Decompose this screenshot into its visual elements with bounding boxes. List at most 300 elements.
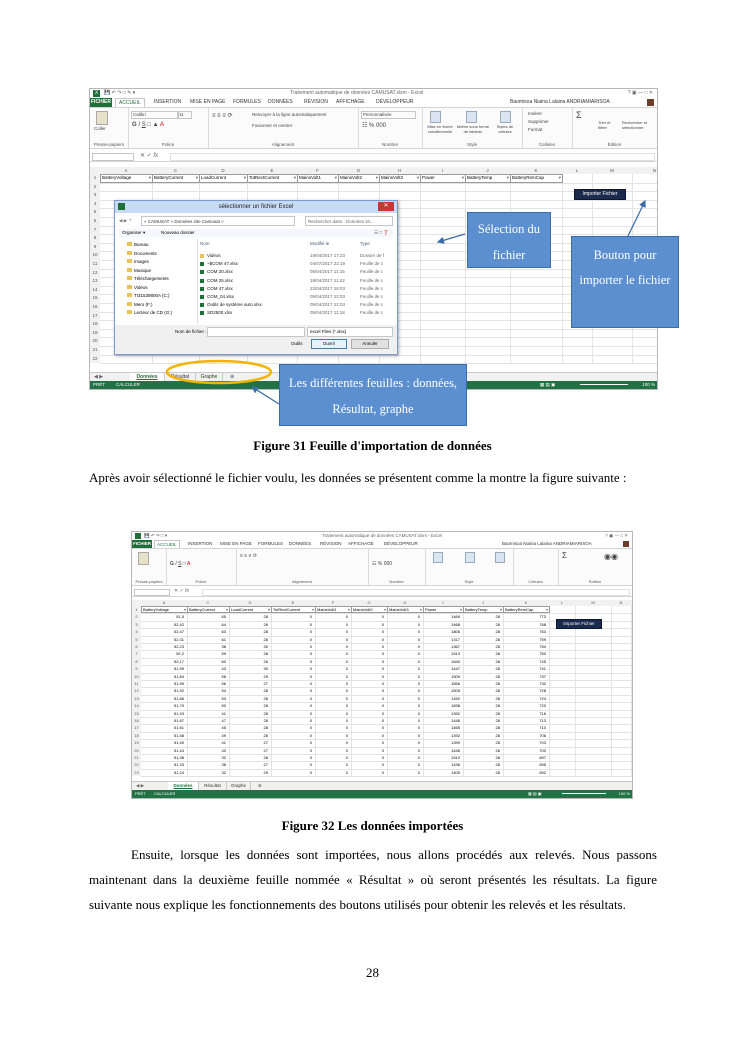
table-cell[interactable]: 51,86 [173, 695, 184, 701]
table-cell[interactable]: 0 [381, 658, 384, 664]
col-type[interactable]: Type [360, 241, 370, 246]
table-cell[interactable]: 0 [345, 747, 348, 753]
table-cell[interactable]: 51,24 [173, 769, 184, 775]
column-header-C[interactable]: C [173, 168, 178, 173]
column-header-G[interactable]: G [367, 600, 371, 605]
row-header[interactable]: 2 [93, 183, 97, 189]
table-cell[interactable]: 1505 [451, 688, 460, 694]
table-cell[interactable]: 0 [345, 629, 348, 635]
table-cell[interactable]: 52,17 [173, 658, 184, 664]
column-header-I[interactable]: I [442, 600, 444, 605]
table-cell[interactable]: 28 [495, 681, 500, 686]
table-cell[interactable]: 28 [263, 718, 268, 723]
header-cell[interactable]: LoadCurrent ▾ [229, 606, 272, 613]
tab-resultat[interactable]: Résultat [199, 782, 227, 790]
table-cell[interactable]: 700 [539, 747, 546, 753]
row-header[interactable]: 3 [93, 192, 97, 198]
header-cell[interactable]: BatteryCurrent ▾ [152, 174, 200, 183]
header-cell[interactable]: BatteryVoltage ▾ [100, 174, 153, 183]
menu-mise-en-page[interactable]: MISE EN PAGE [220, 541, 252, 546]
table-cell[interactable]: 51,99 [173, 666, 184, 672]
merge-center-button[interactable]: Fusionner et centrer [252, 123, 293, 128]
tab-resultat[interactable]: Résultat [165, 373, 196, 382]
table-cell[interactable]: 0 [309, 681, 312, 686]
table-cell[interactable]: 28 [495, 762, 500, 768]
table-cell[interactable]: 0 [309, 629, 312, 635]
align-icons[interactable]: ≡ ≡ ≡ ⟳ [212, 113, 233, 119]
table-cell[interactable]: 28 [263, 651, 268, 657]
tab-scroll-icons[interactable]: ◀ ▶ [136, 783, 145, 788]
row-header[interactable]: 6 [135, 644, 138, 649]
table-cell[interactable]: 0 [345, 658, 348, 664]
table-cell[interactable]: 0 [345, 725, 348, 731]
column-header-H[interactable]: H [397, 168, 402, 173]
table-cell[interactable]: 56 [221, 681, 226, 686]
table-cell[interactable]: 0 [381, 718, 384, 723]
table-cell[interactable]: 1469 [451, 614, 460, 620]
formula-input[interactable] [202, 589, 630, 596]
table-cell[interactable]: 0 [345, 755, 348, 760]
row-header[interactable]: 14 [134, 703, 139, 709]
table-format-icon[interactable] [465, 552, 475, 563]
table-cell[interactable]: 51,87 [173, 718, 184, 723]
table-cell[interactable]: 28 [263, 688, 268, 694]
row-header[interactable]: 9 [93, 243, 97, 249]
table-cell[interactable]: 28 [495, 658, 500, 664]
tab-scroll-icons[interactable]: ◀ ▶ [94, 374, 104, 380]
table-cell[interactable]: 0 [417, 718, 420, 723]
column-header-D[interactable]: D [221, 168, 225, 173]
table-cell[interactable]: 0 [309, 710, 312, 716]
table-cell[interactable]: 51,79 [173, 703, 184, 709]
window-controls[interactable]: ? ▣ — □ ✕ [627, 90, 653, 96]
row-header[interactable]: 19 [92, 329, 98, 335]
row-header[interactable]: 10 [92, 252, 98, 258]
table-cell[interactable]: 32 [221, 755, 226, 760]
table-cell[interactable]: 28 [495, 651, 500, 657]
table-cell[interactable]: 0 [417, 747, 420, 753]
table-cell[interactable]: 0 [417, 666, 420, 672]
table-cell[interactable]: 28 [495, 673, 500, 679]
status-calculate[interactable]: CALCULER [116, 382, 141, 387]
column-header-C[interactable]: C [206, 600, 210, 605]
table-cell[interactable]: 41 [221, 740, 226, 746]
row-header[interactable]: 23 [134, 769, 139, 775]
menu-accueil[interactable]: ACCUEIL [154, 540, 180, 549]
table-cell[interactable]: 0 [417, 673, 420, 679]
row-header[interactable]: 10 [134, 673, 139, 679]
close-icon[interactable]: ✕ [378, 202, 394, 211]
view-icons[interactable]: ▦ ▤ ▣ [540, 382, 556, 387]
menu-donnees[interactable]: DONNÉES [289, 541, 312, 546]
sum-icon[interactable]: Σ [562, 551, 567, 560]
row-header[interactable]: 3 [135, 621, 138, 627]
column-header-J[interactable]: J [486, 168, 489, 173]
header-cell[interactable]: TotRectCurrent ▾ [247, 174, 298, 183]
table-cell[interactable]: 0 [381, 747, 384, 753]
window-controls[interactable]: ? ▣ — □ ✕ [605, 533, 628, 538]
table-cell[interactable]: 0 [345, 688, 348, 694]
row-header[interactable]: 2 [135, 614, 138, 620]
row-header[interactable]: 11 [92, 261, 98, 266]
table-cell[interactable]: 30 [263, 644, 268, 649]
tab-graphe[interactable]: Graphe [196, 373, 223, 382]
table-cell[interactable]: 51,84 [173, 673, 184, 679]
table-cell[interactable]: 51,49 [173, 740, 184, 746]
column-header-F[interactable]: F [316, 168, 319, 173]
row-header[interactable]: 22 [92, 355, 98, 361]
menu-insertion[interactable]: INSERTION [154, 99, 182, 105]
column-header-A[interactable]: A [124, 168, 128, 173]
row-header[interactable]: 7 [93, 226, 97, 232]
search-field[interactable]: Rechercher dans : Données sit... [305, 216, 393, 226]
table-cell[interactable]: 0 [417, 755, 420, 760]
table-cell[interactable]: 51,44 [173, 747, 184, 753]
table-cell[interactable]: 52,31 [173, 636, 184, 642]
row-header[interactable]: 21 [92, 347, 98, 352]
table-cell[interactable]: 28 [263, 732, 268, 738]
table-cell[interactable]: 52,42 [173, 621, 184, 627]
table-cell[interactable]: 0 [417, 740, 420, 746]
table-cell[interactable]: 28 [263, 614, 268, 620]
tools-button[interactable]: Outils [291, 341, 303, 346]
table-cell[interactable]: 28 [495, 755, 500, 760]
row-header[interactable]: 18 [92, 321, 98, 327]
table-cell[interactable]: 0 [381, 681, 384, 686]
table-cell[interactable]: 43 [221, 666, 226, 672]
menu-revision[interactable]: RÉVISION [320, 541, 342, 546]
table-cell[interactable]: 0 [381, 629, 384, 635]
table-cell[interactable]: 763 [539, 629, 546, 635]
table-cell[interactable]: 1405 [451, 769, 460, 775]
header-cell[interactable]: MainsVolt1 ▾ [297, 174, 339, 183]
table-cell[interactable]: 0 [309, 725, 312, 731]
row-header[interactable]: 5 [93, 209, 97, 215]
table-cell[interactable]: 28 [495, 718, 500, 723]
menu-fichier[interactable]: FICHIER [133, 541, 151, 546]
font-style-icons[interactable]: G I S □ A [170, 561, 191, 567]
table-cell[interactable]: 28 [263, 755, 268, 760]
table-cell[interactable]: 773 [539, 614, 546, 620]
cell-styles-icon[interactable] [495, 552, 505, 563]
table-cell[interactable]: 0 [345, 666, 348, 672]
status-calculate[interactable]: CALCULER [154, 791, 176, 796]
row-header[interactable]: 21 [134, 755, 139, 760]
table-cell[interactable]: 28 [495, 666, 500, 672]
table-cell[interactable]: 0 [417, 769, 420, 775]
menu-revision[interactable]: RÉVISION [304, 99, 328, 105]
cell-styles-label[interactable]: Styles de cellules [496, 124, 514, 134]
insert-button[interactable]: Insérer [528, 111, 543, 116]
table-cell[interactable]: 0 [345, 769, 348, 775]
table-cell[interactable]: 1392 [451, 732, 460, 738]
row-header[interactable]: 17 [92, 312, 98, 318]
import-file-button[interactable]: Importer Fichier [574, 189, 626, 200]
organize-button[interactable]: Organiser ▾ [122, 230, 146, 235]
table-cell[interactable]: 28 [263, 710, 268, 716]
table-cell[interactable]: 1509 [451, 673, 460, 679]
header-cell[interactable]: BatteryRemCap ▾ [510, 174, 563, 183]
view-icons[interactable]: ▦ ▤ ▣ [528, 791, 542, 796]
row-header[interactable]: 4 [135, 629, 138, 635]
table-cell[interactable]: 0 [381, 703, 384, 709]
add-sheet-icon[interactable]: ⊕ [258, 783, 262, 788]
table-cell[interactable]: 0 [417, 636, 420, 642]
table-cell[interactable]: 28 [495, 747, 500, 753]
table-cell[interactable]: 1446 [451, 718, 460, 723]
row-header[interactable]: 5 [135, 636, 138, 642]
row-header[interactable]: 22 [134, 762, 139, 768]
new-folder-button[interactable]: Nouveau dossier [161, 230, 195, 235]
table-cell[interactable]: 0 [417, 703, 420, 709]
col-date[interactable]: Modifié le [310, 241, 330, 246]
table-cell[interactable]: 38 [221, 644, 226, 649]
table-cell[interactable]: 51,92 [173, 688, 184, 694]
table-cell[interactable]: 0 [345, 614, 348, 620]
row-header[interactable]: 8 [93, 235, 97, 241]
name-box[interactable] [134, 589, 170, 596]
table-cell[interactable]: 51,33 [173, 762, 184, 768]
table-cell[interactable]: 0 [309, 651, 312, 657]
tab-donnees[interactable]: Données [168, 782, 199, 790]
table-cell[interactable]: 45 [221, 725, 226, 731]
table-cell[interactable]: 0 [381, 762, 384, 768]
table-cell[interactable]: 41 [221, 710, 226, 716]
row-header[interactable]: 7 [135, 651, 138, 657]
row-header[interactable]: 12 [134, 688, 139, 694]
row-header[interactable]: 13 [134, 695, 139, 701]
header-cell[interactable]: BatteryTemp ▾ [463, 606, 504, 613]
add-sheet-icon[interactable]: ⊕ [230, 374, 235, 380]
table-cell[interactable]: 1436 [451, 762, 460, 768]
table-cell[interactable]: 51,61 [173, 725, 184, 731]
table-cell[interactable]: 0 [309, 695, 312, 701]
table-cell[interactable]: 0 [417, 651, 420, 657]
row-header[interactable]: 6 [93, 218, 97, 223]
table-cell[interactable]: 0 [345, 673, 348, 679]
table-cell[interactable]: 52,47 [173, 629, 184, 635]
table-cell[interactable]: 720 [539, 703, 546, 709]
delete-button[interactable]: Supprimer [528, 119, 549, 124]
table-cell[interactable]: 750 [539, 651, 546, 657]
column-header-K[interactable]: K [524, 600, 528, 605]
table-cell[interactable]: 0 [345, 695, 348, 701]
table-cell[interactable]: 0 [345, 710, 348, 716]
table-cell[interactable]: 0 [309, 688, 312, 694]
table-cell[interactable]: 713 [539, 718, 546, 723]
header-cell[interactable]: MainsVolt1 ▾ [315, 606, 352, 613]
column-header-F[interactable]: F [331, 600, 335, 605]
table-cell[interactable]: 0 [345, 762, 348, 768]
table-cell[interactable]: 0 [309, 644, 312, 649]
table-cell[interactable]: 0 [381, 666, 384, 672]
table-cell[interactable]: 0 [309, 658, 312, 664]
table-cell[interactable]: 29 [263, 673, 268, 679]
table-cell[interactable]: 0 [309, 666, 312, 672]
column-header-L[interactable]: L [560, 600, 564, 605]
table-cell[interactable]: 0 [417, 644, 420, 649]
table-cell[interactable]: 51,93 [173, 710, 184, 716]
table-cell[interactable]: 1452 [451, 695, 460, 701]
table-cell[interactable]: 56 [221, 673, 226, 679]
table-cell[interactable]: 0 [345, 732, 348, 738]
column-header-M[interactable]: M [591, 600, 595, 605]
header-cell[interactable]: TotRectCurrent ▾ [271, 606, 316, 613]
column-header-H[interactable]: H [403, 600, 407, 605]
table-cell[interactable]: 61 [221, 636, 226, 642]
column-header-K[interactable]: K [534, 168, 538, 173]
row-header[interactable]: 16 [134, 718, 139, 723]
table-cell[interactable]: 28 [263, 636, 268, 642]
table-cell[interactable]: 0 [381, 673, 384, 679]
user-name[interactable]: Baomisoa Niaina Lalaina ANDRIAMIARISOA [510, 99, 610, 105]
table-cell[interactable]: 0 [381, 614, 384, 620]
table-cell[interactable]: 28 [495, 621, 500, 627]
menu-fichier[interactable]: FICHIER [91, 99, 111, 105]
number-format-select[interactable]: Personnalisée [361, 111, 416, 119]
column-header-E[interactable]: E [291, 600, 295, 605]
column-header-N[interactable]: N [652, 168, 657, 173]
table-cell[interactable]: 695 [539, 762, 546, 768]
table-cell[interactable]: 65 [221, 614, 226, 620]
header-cell[interactable]: MainsVolt2 ▾ [338, 174, 380, 183]
table-cell[interactable]: 692 [539, 769, 546, 775]
table-cell[interactable]: 745 [539, 658, 546, 664]
header-cell[interactable]: BatteryVoltage ▾ [141, 606, 188, 613]
fx-icon[interactable]: ✕ ✓ fx [174, 588, 190, 594]
table-cell[interactable]: 0 [381, 769, 384, 775]
table-cell[interactable]: 28 [263, 629, 268, 635]
table-cell[interactable]: 28 [263, 725, 268, 731]
column-header-N[interactable]: N [619, 600, 623, 605]
table-cell[interactable]: 0 [309, 762, 312, 768]
table-cell[interactable]: 716 [539, 710, 546, 716]
table-cell[interactable]: 0 [417, 762, 420, 768]
table-cell[interactable]: 47 [221, 718, 226, 723]
table-cell[interactable]: 26 [263, 658, 268, 664]
table-cell[interactable]: 36 [221, 762, 226, 768]
table-cell[interactable]: 1513 [451, 651, 460, 657]
header-cell[interactable]: BatteryRemCap ▾ [503, 606, 550, 613]
table-cell[interactable]: 29 [263, 769, 268, 775]
cancel-button[interactable]: Annuler [351, 339, 389, 349]
column-header-A[interactable]: A [162, 600, 166, 605]
row-header[interactable]: 1 [93, 175, 97, 180]
table-cell[interactable]: 52,2 [176, 651, 184, 657]
table-cell[interactable]: 732 [539, 681, 546, 686]
table-cell[interactable]: 697 [539, 755, 546, 760]
conditional-format-icon[interactable] [433, 552, 443, 563]
row-header[interactable]: 15 [92, 295, 98, 301]
menu-affichage[interactable]: AFFICHAGE [348, 541, 374, 546]
table-cell[interactable]: 51,99 [173, 681, 184, 686]
table-cell[interactable]: 1465 [451, 725, 460, 731]
table-cell[interactable]: 28 [263, 703, 268, 709]
table-cell[interactable]: 0 [309, 732, 312, 738]
row-header[interactable]: 16 [92, 304, 98, 309]
font-name-select[interactable]: Calibri [131, 111, 178, 119]
table-cell[interactable]: 26 [263, 621, 268, 627]
table-cell[interactable]: 28 [495, 769, 500, 775]
header-cell[interactable]: LoadCurrent ▾ [199, 174, 248, 183]
table-cell[interactable]: 0 [417, 695, 420, 701]
table-cell[interactable]: 0 [381, 636, 384, 642]
font-size-select[interactable]: 11 [178, 111, 192, 119]
table-cell[interactable]: 0 [381, 710, 384, 716]
table-cell[interactable]: 0 [309, 769, 312, 775]
table-cell[interactable]: 27 [263, 762, 268, 768]
table-cell[interactable]: 1390 [451, 740, 460, 746]
menu-accueil[interactable]: ACCUEIL [115, 98, 145, 108]
find-select-button[interactable]: Rechercher et sélectionner [622, 120, 648, 130]
table-cell[interactable]: 0 [417, 710, 420, 716]
paste-icon[interactable] [138, 552, 149, 565]
table-cell[interactable]: 27 [263, 747, 268, 753]
zoom-slider[interactable] [562, 793, 606, 794]
table-cell[interactable]: 1519 [451, 755, 460, 760]
number-icons[interactable]: ☷ % 000 [372, 561, 393, 567]
table-cell[interactable]: 754 [539, 644, 546, 649]
table-cell[interactable]: 28 [495, 703, 500, 709]
table-cell[interactable]: 0 [309, 621, 312, 627]
nav-arrows-icon[interactable]: ◀ ▶ ⇡ [119, 218, 133, 223]
conditional-format-label[interactable]: Mise en forme conditionnelle [427, 124, 453, 134]
table-cell[interactable]: 27 [263, 740, 268, 746]
table-cell[interactable]: 30 [263, 666, 268, 672]
menu-developpeur[interactable]: DÉVELOPPEUR [384, 541, 418, 546]
wrap-text-button[interactable]: Renvoyer à la ligne automatiquement [252, 112, 327, 117]
table-cell[interactable]: 28 [263, 695, 268, 701]
table-cell[interactable]: 0 [381, 755, 384, 760]
column-header-D[interactable]: D [248, 600, 252, 605]
table-cell[interactable]: 0 [417, 658, 420, 664]
paste-label[interactable]: Coller [94, 126, 106, 131]
table-cell[interactable]: 0 [417, 621, 420, 627]
tab-graphe[interactable]: Graphe [227, 782, 251, 790]
header-cell[interactable]: Power ▾ [423, 606, 464, 613]
table-cell[interactable]: 60 [221, 658, 226, 664]
row-header[interactable]: 8 [135, 658, 138, 664]
quick-access-toolbar[interactable]: 💾 ↶ ↷ □ ✎ ▾ [104, 90, 136, 96]
menu-mise-en-page[interactable]: MISE EN PAGE [190, 99, 226, 105]
table-cell[interactable]: 0 [417, 732, 420, 738]
row-header[interactable]: 9 [135, 666, 138, 672]
table-cell[interactable]: 64 [221, 621, 226, 627]
align-icons[interactable]: ≡ ≡ ≡ ⟳ [240, 553, 258, 559]
row-header[interactable]: 11 [134, 681, 139, 686]
table-cell[interactable]: 0 [417, 614, 420, 620]
table-cell[interactable]: 0 [381, 740, 384, 746]
table-cell[interactable]: 28 [495, 636, 500, 642]
table-cell[interactable]: 28 [495, 688, 500, 694]
table-cell[interactable]: 0 [417, 681, 420, 686]
table-cell[interactable]: 0 [345, 644, 348, 649]
table-cell[interactable]: 1447 [451, 666, 460, 672]
table-cell[interactable]: 0 [345, 621, 348, 627]
table-cell[interactable]: 49 [221, 732, 226, 738]
table-cell[interactable]: 728 [539, 688, 546, 694]
binoculars-icon[interactable]: ◉◉ [604, 552, 618, 561]
table-cell[interactable]: 706 [539, 732, 546, 738]
row-header[interactable]: 12 [92, 269, 98, 275]
table-cell[interactable]: 28 [495, 695, 500, 701]
table-cell[interactable]: 0 [345, 718, 348, 723]
column-header-J[interactable]: J [482, 600, 484, 605]
open-button[interactable]: Ouvrir [311, 339, 347, 349]
table-cell[interactable]: 50 [221, 703, 226, 709]
path-field[interactable]: « CAMUSAT » Données site Camusat » [141, 216, 295, 226]
table-cell[interactable]: 0 [309, 747, 312, 753]
